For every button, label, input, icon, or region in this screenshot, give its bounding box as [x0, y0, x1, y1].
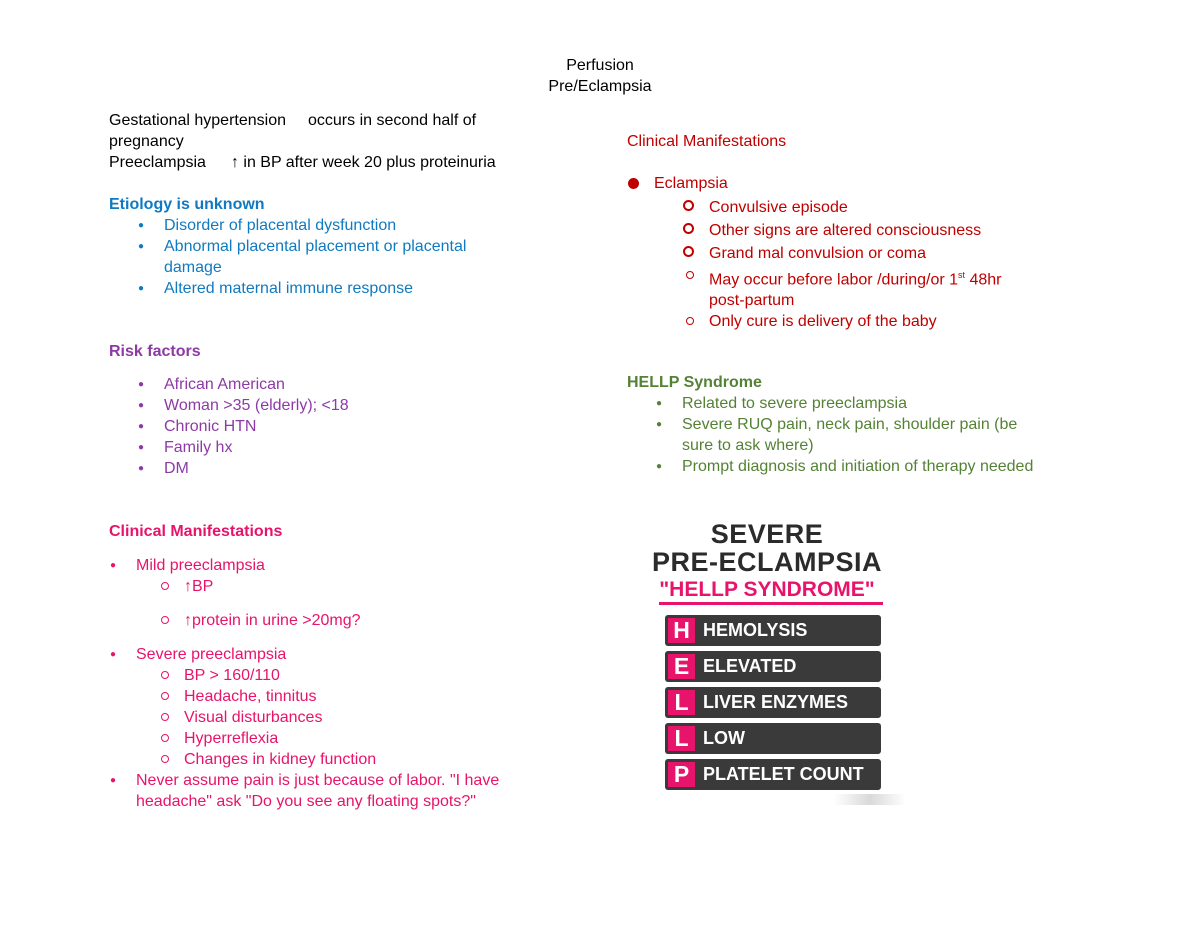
etiology-section	[109, 194, 466, 299]
hellp-heading: HELLP Syndrome	[627, 374, 762, 391]
risk-heading: Risk factors	[109, 343, 201, 360]
list-item: ● Mild preeclampsia	[110, 557, 265, 574]
row-letter: E	[668, 654, 695, 679]
definitions	[109, 110, 496, 173]
list-item-cont: post-partum	[709, 292, 795, 310]
list-item: ● Family hx	[138, 439, 233, 456]
hellp-row	[665, 651, 881, 682]
graphic-line2: PRE-ECLAMPSIA	[651, 547, 882, 577]
list-item-cont: sure to ask where)	[682, 437, 814, 454]
list-item: Only cure is delivery of the baby	[709, 311, 1002, 332]
list-item: ● Altered maternal immune response	[138, 280, 414, 297]
gh-definition-cont: pregnancy	[109, 133, 184, 150]
page-subtitle: Pre/Eclampsia	[548, 78, 652, 95]
graphic-shadow	[834, 794, 906, 805]
page-title: Perfusion	[566, 57, 634, 74]
list-item: Hyperreflexia	[184, 728, 499, 749]
etiology-heading: Etiology is unknown	[109, 196, 265, 213]
list-item: Visual disturbances	[184, 707, 499, 728]
graphic-line1: SEVERE	[710, 519, 824, 549]
list-item: ● Severe RUQ pain, neck pain, shoulder pain (be	[656, 416, 1018, 433]
hellp-row	[665, 687, 881, 718]
list-item: ● Severe preeclampsia	[110, 646, 287, 663]
row-letter: H	[668, 618, 695, 643]
pe-definition: ↑ in BP after week 20 plus proteinuria	[230, 154, 496, 171]
list-item: ↑protein in urine >20mg?	[184, 610, 499, 631]
graphic-line3: "HELLP SYNDROME"	[659, 578, 875, 601]
list-item-cont: headache" ask "Do you see any floating spots?"	[136, 793, 476, 810]
row-letter: P	[668, 762, 695, 787]
hellp-section	[627, 372, 1033, 477]
row-word: HEMOLYSIS	[703, 620, 808, 640]
list-item: ● Never assume pain is just because of labor. "I have	[110, 772, 500, 789]
list-item: ● Related to severe preeclampsia	[656, 395, 908, 412]
list-item: ● Abnormal placental placement or placental	[138, 238, 467, 255]
graphic-underline	[659, 602, 883, 605]
hellp-row	[665, 723, 881, 754]
clinical-right-section	[627, 131, 1002, 332]
list-item: Headache, tinnitus	[184, 686, 499, 707]
list-item: ↑BP	[184, 576, 499, 597]
risk-section	[109, 341, 349, 479]
list-item: ● DM	[138, 460, 189, 477]
list-item: ● Prompt diagnosis and initiation of therapy needed	[656, 458, 1034, 475]
list-item: Changes in kidney function	[184, 749, 499, 770]
row-word: ELEVATED	[703, 656, 797, 676]
list-item-cont: damage	[164, 259, 222, 276]
hellp-row	[665, 759, 881, 790]
clinical-left-heading: Clinical Manifestations	[109, 523, 283, 540]
list-item: ● Disorder of placental dysfunction	[138, 217, 397, 234]
row-word: LOW	[703, 728, 745, 748]
list-item: Other signs are altered consciousness	[709, 219, 1002, 242]
gh-definition: occurs in second half of	[308, 112, 477, 129]
clinical-right-heading: Clinical Manifestations	[627, 133, 787, 150]
clinical-left-section	[109, 521, 499, 812]
list-item: ● African American	[138, 376, 285, 393]
gh-term: Gestational hypertension	[109, 112, 286, 129]
list-item: Grand mal convulsion or coma	[709, 242, 1002, 265]
list-item: BP > 160/110	[184, 665, 499, 686]
row-letter: L	[668, 726, 695, 751]
list-item: Eclampsia	[654, 173, 1002, 194]
list-item: Convulsive episode	[709, 196, 1002, 219]
hellp-graphic	[628, 510, 906, 805]
pe-term: Preeclampsia	[109, 154, 206, 171]
list-item: May occur before labor /during/or 1st 48hr	[709, 265, 1002, 290]
hellp-row	[665, 615, 881, 646]
row-word: PLATELET COUNT	[703, 764, 864, 784]
row-word: LIVER ENZYMES	[703, 692, 849, 712]
list-item: ● Chronic HTN	[138, 418, 257, 435]
list-item: ● Woman >35 (elderly); <18	[138, 397, 349, 414]
row-letter: L	[668, 690, 695, 715]
